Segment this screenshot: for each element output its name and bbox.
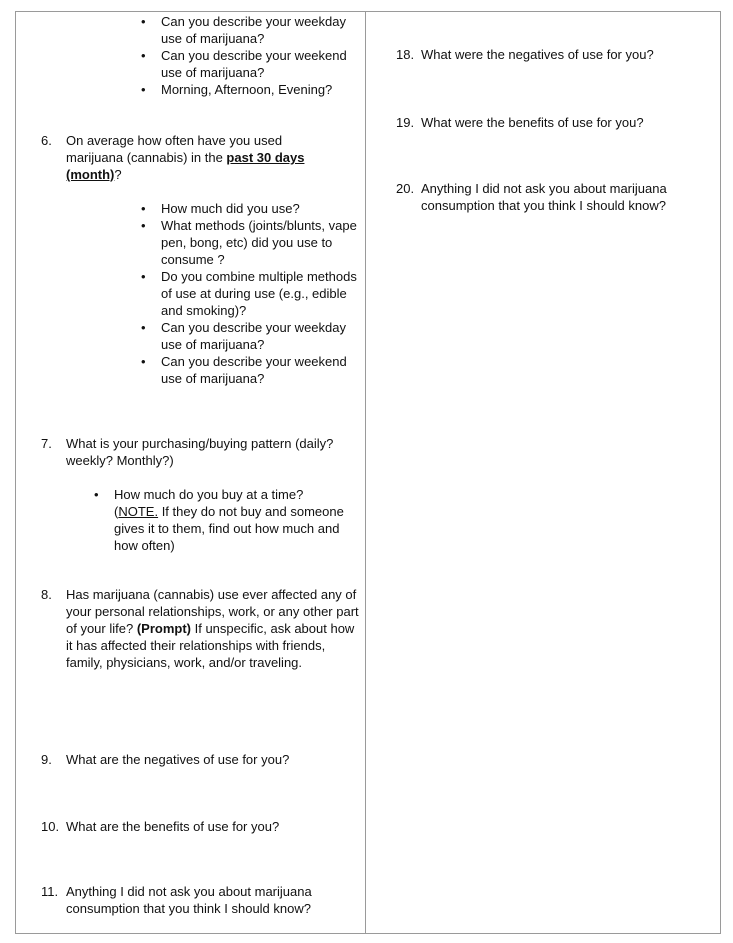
list-item: • How much do you buy at a time? (NOTE. If they do not buy and someone gives it to them, find out how much and how often) bbox=[90, 486, 360, 554]
question-11 bbox=[41, 883, 351, 917]
question-10 bbox=[41, 818, 361, 835]
note-text: If they do not buy and someone gives it to them, find out how much and how often) bbox=[114, 504, 344, 553]
question-6 bbox=[41, 132, 341, 183]
question-text-part: On average how often have you used marijuana (cannabis) in the bbox=[66, 133, 283, 165]
bullet-text: Can you describe your weekend use of marijuana? bbox=[161, 48, 347, 80]
q6-bullet-list bbox=[137, 200, 362, 387]
q7-bullet-list bbox=[90, 486, 360, 554]
question-9 bbox=[41, 751, 361, 768]
list-item bbox=[137, 217, 362, 268]
bullet-text: Can you describe your weekend use of marijuana? bbox=[161, 354, 347, 386]
question-18 bbox=[396, 46, 716, 63]
list-item bbox=[137, 353, 362, 387]
question-text-part: Has marijuana (cannabis) use ever affected any of your personal relationships, work, or any other part of your life? bbox=[66, 587, 359, 636]
question-text: What is your purchasing/buying pattern (daily? weekly? Monthly?) bbox=[66, 436, 334, 468]
question-text bbox=[66, 586, 361, 671]
question-7 bbox=[41, 435, 341, 469]
question-text: What were the negatives of use for you? bbox=[421, 47, 654, 62]
question-number: 11. bbox=[41, 884, 59, 899]
question-number: 19. bbox=[396, 115, 415, 130]
question-text bbox=[66, 132, 341, 183]
question-text: What are the negatives of use for you? bbox=[66, 752, 290, 767]
list-item bbox=[137, 81, 367, 98]
list-item bbox=[137, 319, 362, 353]
question-number: 7. bbox=[41, 436, 52, 451]
question-text: Anything I did not ask you about marijuana consumption that you think I should know? bbox=[421, 181, 667, 213]
list-item bbox=[137, 200, 362, 217]
question-20 bbox=[396, 180, 701, 214]
question-number: 8. bbox=[41, 587, 52, 602]
bullet-text: How much do you buy at a time? bbox=[114, 487, 304, 502]
question-number: 10. bbox=[41, 819, 60, 834]
question-text-part: ? bbox=[114, 167, 122, 182]
question-number: 6. bbox=[41, 133, 52, 148]
bullet-text: What methods (joints/blunts, vape pen, bong, etc) did you use to consume ? bbox=[161, 218, 357, 267]
question-19 bbox=[396, 114, 716, 131]
list-item bbox=[137, 47, 367, 81]
question-8 bbox=[41, 586, 361, 671]
prompt-label: (Prompt) bbox=[136, 621, 191, 636]
question-number: 9. bbox=[41, 752, 52, 767]
question-text: Anything I did not ask you about marijuana consumption that you think I should know? bbox=[66, 884, 312, 916]
top-bullet-list bbox=[137, 13, 367, 98]
question-number: 20. bbox=[396, 181, 415, 196]
list-item bbox=[137, 13, 367, 47]
question-number: 18. bbox=[396, 47, 415, 62]
column-divider bbox=[365, 11, 366, 934]
bullet-text: Morning, Afternoon, Evening? bbox=[161, 82, 333, 97]
emphasis-text: past 30 days (month) bbox=[66, 150, 305, 182]
question-text: What were the benefits of use for you? bbox=[421, 115, 644, 130]
list-item bbox=[137, 268, 362, 319]
note-label: NOTE. bbox=[118, 504, 159, 519]
question-text: What are the benefits of use for you? bbox=[66, 819, 280, 834]
question-text-part: If unspecific, ask about how it has affected their relationships with friends, family, physicians, work, and/or traveling. bbox=[66, 621, 355, 670]
bullet-text: How much did you use? bbox=[161, 201, 300, 216]
bullet-text: Can you describe your weekday use of marijuana? bbox=[161, 14, 346, 46]
bullet-text: Can you describe your weekday use of marijuana? bbox=[161, 320, 346, 352]
bullet-text: Do you combine multiple methods of use at during use (e.g., edible and smoking)? bbox=[161, 269, 357, 318]
